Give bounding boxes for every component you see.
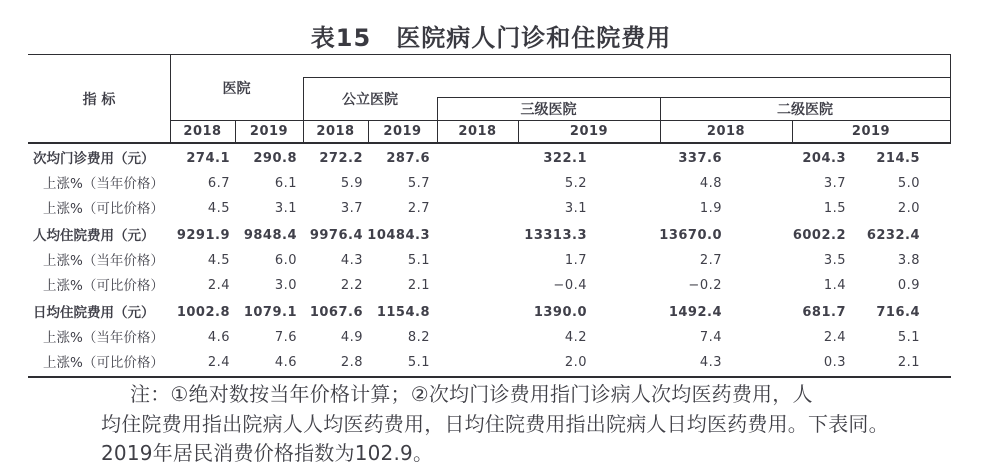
cell-value: 204.3 [802, 151, 846, 166]
table-row [0, 198, 982, 220]
cell-value: 716.4 [876, 305, 920, 320]
cell-value: 322.1 [543, 151, 587, 166]
header-group-tier2-hospital: 二级医院 [777, 102, 833, 118]
table-row [0, 173, 982, 195]
header-year: 2019 [851, 124, 891, 139]
header-year: 2019 [383, 124, 422, 139]
cell-value: 3.1 [564, 201, 587, 216]
cell-value: 1154.8 [376, 305, 430, 320]
table-row [0, 302, 982, 324]
cell-value: 2.2 [340, 278, 363, 293]
header-indicator: 指 标 [82, 91, 116, 108]
cell-value: 1067.6 [309, 305, 363, 320]
cell-value: 8.2 [407, 330, 430, 345]
cell-value: 5.1 [407, 355, 430, 370]
cell-value: 287.6 [386, 151, 430, 166]
cell-value: 3.8 [897, 253, 920, 268]
table-row [0, 352, 982, 374]
cell-value: 0.9 [897, 278, 920, 293]
cell-value: 13670.0 [659, 228, 722, 243]
header-year: 2019 [569, 124, 609, 139]
cell-value: 272.2 [319, 151, 363, 166]
cell-value: 9291.9 [176, 228, 230, 243]
cell-value: 2.4 [823, 330, 846, 345]
cell-value: 9976.4 [309, 228, 363, 243]
cell-value: 3.5 [823, 253, 846, 268]
cell-value: 1002.8 [176, 305, 230, 320]
cell-value: 4.3 [340, 253, 363, 268]
cell-value: 5.9 [340, 176, 363, 191]
row-label: 人均住院费用（元） [33, 228, 155, 244]
row-label: 次均门诊费用（元） [33, 151, 155, 167]
cell-value: 4.8 [699, 176, 722, 191]
table-row [0, 225, 982, 247]
cell-value: 6.1 [274, 176, 297, 191]
cell-value: 0.3 [823, 355, 846, 370]
cell-value: 681.7 [802, 305, 846, 320]
cell-value: 1492.4 [668, 305, 722, 320]
cell-value: 13313.3 [524, 228, 587, 243]
cell-value: 274.1 [186, 151, 230, 166]
cell-value: 7.4 [699, 330, 722, 345]
cell-value: 2.4 [207, 278, 230, 293]
rule-header-bottom [28, 142, 951, 144]
cell-value: 1079.1 [243, 305, 297, 320]
cell-value: 6002.2 [792, 228, 846, 243]
row-label: 上涨%（可比价格） [43, 201, 164, 217]
table-row [0, 250, 982, 272]
cell-value: 2.7 [699, 253, 722, 268]
rule-v-right-edge [950, 54, 951, 144]
rule-table-bottom [28, 376, 951, 378]
cell-value: 1.9 [699, 201, 722, 216]
cell-value: 4.6 [274, 355, 297, 370]
header-group-tier3-hospital: 三级医院 [520, 102, 577, 118]
cell-value: 3.7 [340, 201, 363, 216]
cell-value: 5.1 [407, 253, 430, 268]
cell-value: 1390.0 [533, 305, 587, 320]
cell-value: 4.2 [564, 330, 587, 345]
cell-value: 4.5 [207, 253, 230, 268]
cell-value: 3.1 [274, 201, 297, 216]
cell-value: 5.0 [897, 176, 920, 191]
cell-value: 4.3 [699, 355, 722, 370]
header-year: 2018 [316, 124, 355, 139]
cell-value: −0.4 [553, 278, 587, 293]
cell-value: 2.4 [207, 355, 230, 370]
cell-value: 6.7 [207, 176, 230, 191]
cell-value: 2.1 [407, 278, 430, 293]
row-label: 上涨%（可比价格） [43, 278, 164, 294]
header-year: 2019 [249, 124, 289, 139]
header-year: 2018 [183, 124, 222, 139]
cell-value: 7.6 [274, 330, 297, 345]
row-label: 上涨%（可比价格） [43, 355, 164, 371]
cell-value: 5.2 [564, 176, 587, 191]
cell-value: 6.0 [274, 253, 297, 268]
cell-value: 2.0 [564, 355, 587, 370]
row-label: 上涨%（当年价格） [43, 253, 164, 269]
footnote-line-1: 注：①绝对数按当年价格计算；②次均门诊费用指门诊病人次均医药费用，人 [130, 382, 813, 406]
header-group-public-hospital: 公立医院 [342, 92, 398, 108]
footnote-line-3: 2019年居民消费价格指数为102.9。 [101, 441, 434, 465]
cell-value: 5.1 [897, 330, 920, 345]
cell-value: 4.6 [207, 330, 230, 345]
row-label: 日均住院费用（元） [33, 305, 155, 321]
cell-value: 2.8 [340, 355, 363, 370]
row-label: 上涨%（当年价格） [43, 176, 164, 192]
cell-value: 2.1 [897, 355, 920, 370]
cell-value: −0.2 [688, 278, 722, 293]
cell-value: 1.5 [823, 201, 846, 216]
cell-value: 4.5 [207, 201, 230, 216]
cell-value: 2.0 [897, 201, 920, 216]
cell-value: 214.5 [876, 151, 920, 166]
cell-value: 1.4 [823, 278, 846, 293]
table-row [0, 275, 982, 297]
cell-value: 10484.3 [367, 228, 430, 243]
row-label: 上涨%（当年价格） [43, 330, 164, 346]
cell-value: 337.6 [678, 151, 722, 166]
table-row [0, 148, 982, 170]
cell-value: 3.7 [823, 176, 846, 191]
table-row [0, 327, 982, 349]
table-title: 表15 医院病人门诊和住院费用 [310, 24, 672, 52]
header-year: 2018 [706, 124, 746, 139]
cell-value: 1.7 [564, 253, 587, 268]
header-year: 2018 [458, 124, 497, 139]
cell-value: 5.7 [407, 176, 430, 191]
cell-value: 3.0 [274, 278, 297, 293]
cell-value: 2.7 [407, 201, 430, 216]
cell-value: 9848.4 [243, 228, 297, 243]
cell-value: 290.8 [253, 151, 297, 166]
cell-value: 4.9 [340, 330, 363, 345]
cell-value: 6232.4 [866, 228, 920, 243]
header-group-hospital: 医院 [222, 80, 251, 97]
footnote-line-2: 均住院费用指出院病人人均医药费用，日均住院费用指出院病人日均医药费用。下表同。 [101, 412, 889, 436]
